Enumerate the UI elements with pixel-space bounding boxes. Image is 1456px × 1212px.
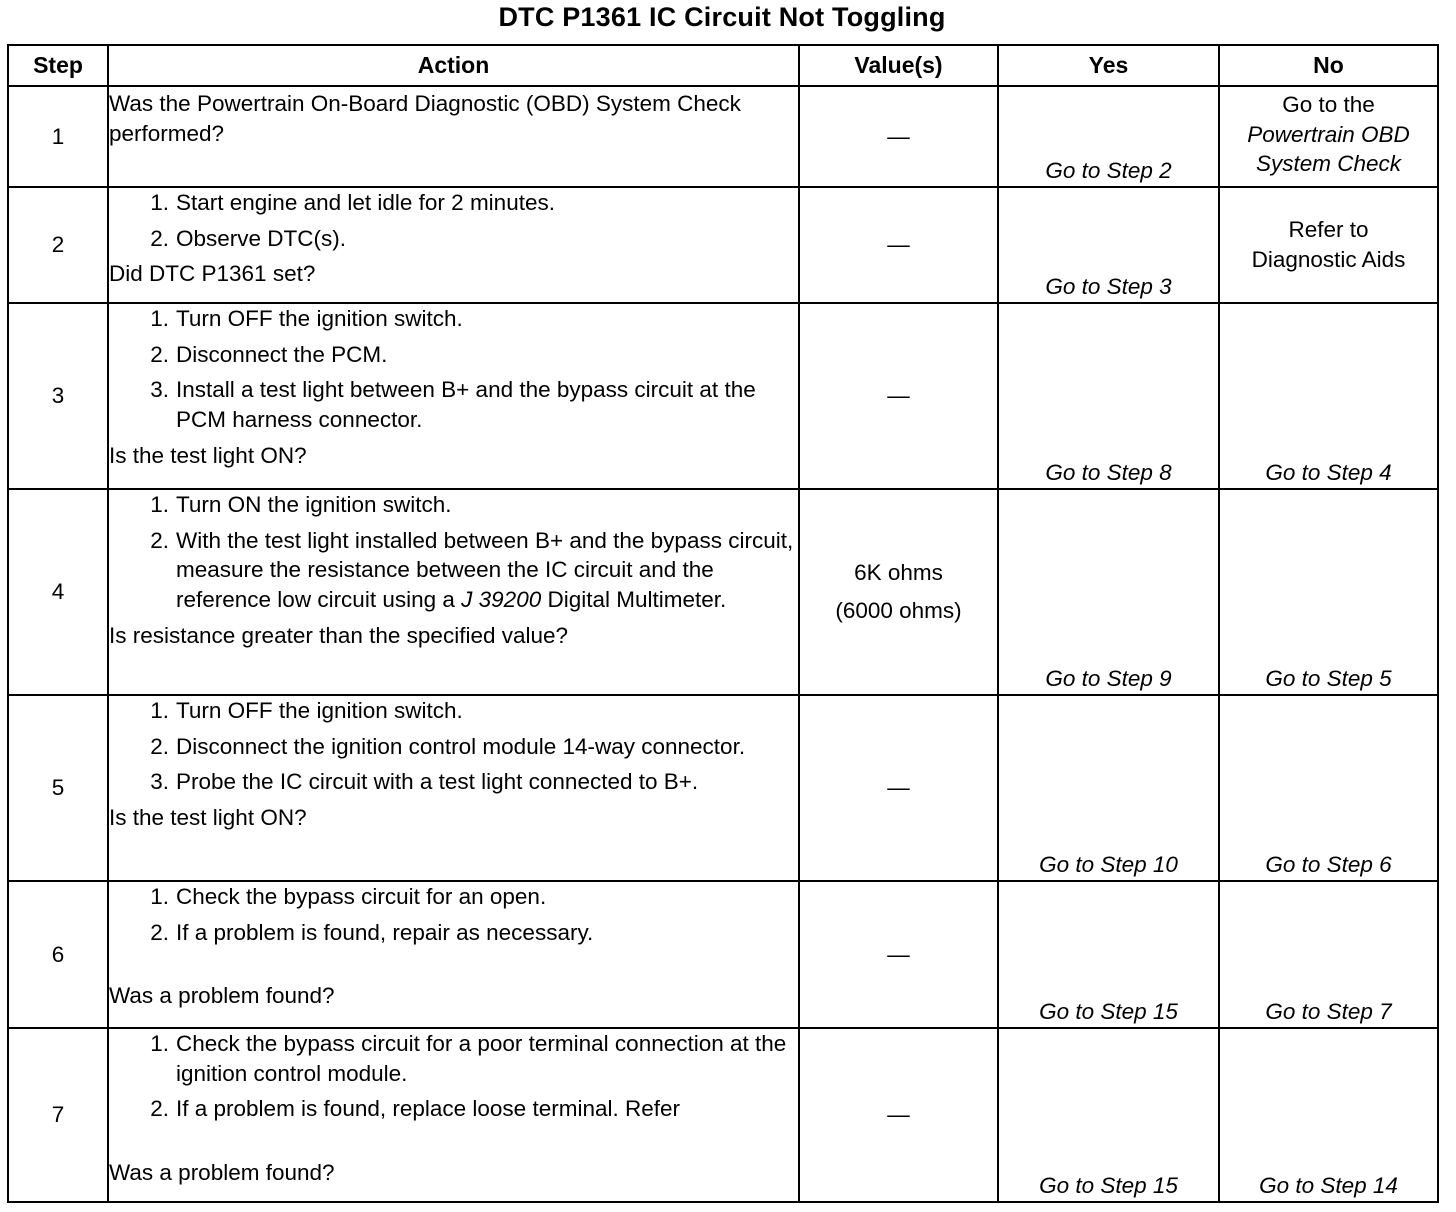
step-number: 7 [8, 1028, 108, 1202]
table-row-step-6 [8, 881, 1438, 1028]
action-intro: Was the Powertrain On-Board Diagnostic (OBD) System Check performed? [109, 91, 741, 146]
action-list [109, 188, 798, 253]
value-cell [799, 695, 998, 881]
no-cell [1219, 86, 1438, 187]
action-cell [108, 881, 799, 1028]
step-number: 4 [8, 489, 108, 695]
action-list [109, 304, 798, 435]
step-number: 6 [8, 881, 108, 1028]
value-dash: — [887, 775, 910, 801]
table-header-row [8, 45, 1438, 86]
yes-cell: Go to Step 8 [998, 303, 1219, 489]
action-cell [108, 187, 799, 303]
action-cell [108, 695, 799, 881]
list-item: 2. With the test light installed between B+ and the bypass circuit, measure the resistance between the IC circuit and the reference low circuit using a J 39200 Digital Multimeter. [150, 527, 794, 613]
no-cell: Go to Step 4 [1219, 303, 1438, 489]
table-row-step-7 [8, 1028, 1438, 1202]
action-question: Was a problem found? [109, 983, 335, 1009]
no-cell: Go to Step 14 [1219, 1028, 1438, 1202]
table-row-step-5 [8, 695, 1438, 881]
value-dash: — [887, 1102, 910, 1128]
action-question: Is resistance greater than the specified value? [109, 622, 569, 648]
header-no: No [1219, 45, 1438, 86]
yes-cell: Go to Step 2 [998, 86, 1219, 187]
step-number: 3 [8, 303, 108, 489]
step-number: 1 [8, 86, 108, 187]
page-title: DTC P1361 IC Circuit Not Toggling [498, 2, 946, 32]
step-number: 2 [8, 187, 108, 303]
table-row-step-4 [8, 489, 1438, 695]
action-list [109, 490, 798, 615]
value-line-1: 6K ohms [854, 560, 943, 586]
action-list [109, 1029, 798, 1124]
table-row-step-3 [8, 303, 1438, 489]
no-cell: Refer to Diagnostic Aids [1219, 187, 1438, 303]
list-item: 2. Observe DTC(s). [150, 225, 347, 251]
value-cell [799, 1028, 998, 1202]
action-question: Is the test light ON? [109, 805, 307, 831]
action-question: Is the test light ON? [109, 442, 307, 468]
yes-cell: Go to Step 15 [998, 1028, 1219, 1202]
yes-cell: Go to Step 3 [998, 187, 1219, 303]
list-item: 2. Disconnect the PCM. [150, 341, 388, 367]
no-cell: Go to Step 5 [1219, 489, 1438, 695]
table-row-step-2 [8, 187, 1438, 303]
diagnostic-table [7, 44, 1439, 1203]
action-cell [108, 86, 799, 187]
value-cell [799, 881, 998, 1028]
action-cell [108, 1028, 799, 1202]
table-row-step-1 [8, 86, 1438, 187]
value-cell [799, 489, 998, 695]
value-cell [799, 187, 998, 303]
action-question: Did DTC P1361 set? [109, 261, 316, 287]
value-dash: — [887, 383, 910, 409]
list-item: 2. If a problem is found, replace loose terminal. Refer [150, 1096, 680, 1122]
yes-cell: Go to Step 10 [998, 695, 1219, 881]
list-item: 1. Start engine and let idle for 2 minutes. [150, 190, 555, 215]
header-values: Value(s) [799, 45, 998, 86]
header-step: Step [8, 45, 108, 86]
no-cell: Go to Step 6 [1219, 695, 1438, 881]
yes-cell: Go to Step 15 [998, 881, 1219, 1028]
list-item: 2. If a problem is found, repair as necessary. [150, 919, 594, 945]
header-action: Action [108, 45, 799, 86]
action-cell [108, 489, 799, 695]
list-item: 1. Check the bypass circuit for an open. [150, 884, 547, 909]
header-yes: Yes [998, 45, 1219, 86]
action-list [109, 882, 798, 947]
action-list [109, 696, 798, 797]
value-dash: — [887, 232, 910, 258]
action-question: Was a problem found? [109, 1160, 335, 1186]
value-cell [799, 303, 998, 489]
no-line-1: Go to the [1282, 92, 1375, 117]
value-dash: — [887, 123, 910, 149]
list-item: 1. Check the bypass circuit for a poor terminal connection at the ignition control module. [150, 1031, 787, 1086]
list-item: 3. Install a test light between B+ and the bypass circuit at the PCM harness connector. [150, 377, 756, 433]
list-item: 1. Turn OFF the ignition switch. [150, 306, 463, 331]
no-line-2: Powertrain OBD System Check [1247, 121, 1410, 177]
tool-name: J 39200 [461, 587, 542, 613]
value-dash: — [887, 941, 910, 967]
value-line-2: (6000 ohms) [835, 598, 962, 623]
no-cell: Go to Step 7 [1219, 881, 1438, 1028]
step-number: 5 [8, 695, 108, 881]
value-cell [799, 86, 998, 187]
action-cell [108, 303, 799, 489]
list-item: 1. Turn ON the ignition switch. [150, 492, 452, 517]
list-item: 2. Disconnect the ignition control module 14-way connector. [150, 733, 746, 759]
list-item: 3. Probe the IC circuit with a test light connected to B+. [150, 769, 699, 795]
yes-cell: Go to Step 9 [998, 489, 1219, 695]
list-item: 1. Turn OFF the ignition switch. [150, 698, 463, 723]
